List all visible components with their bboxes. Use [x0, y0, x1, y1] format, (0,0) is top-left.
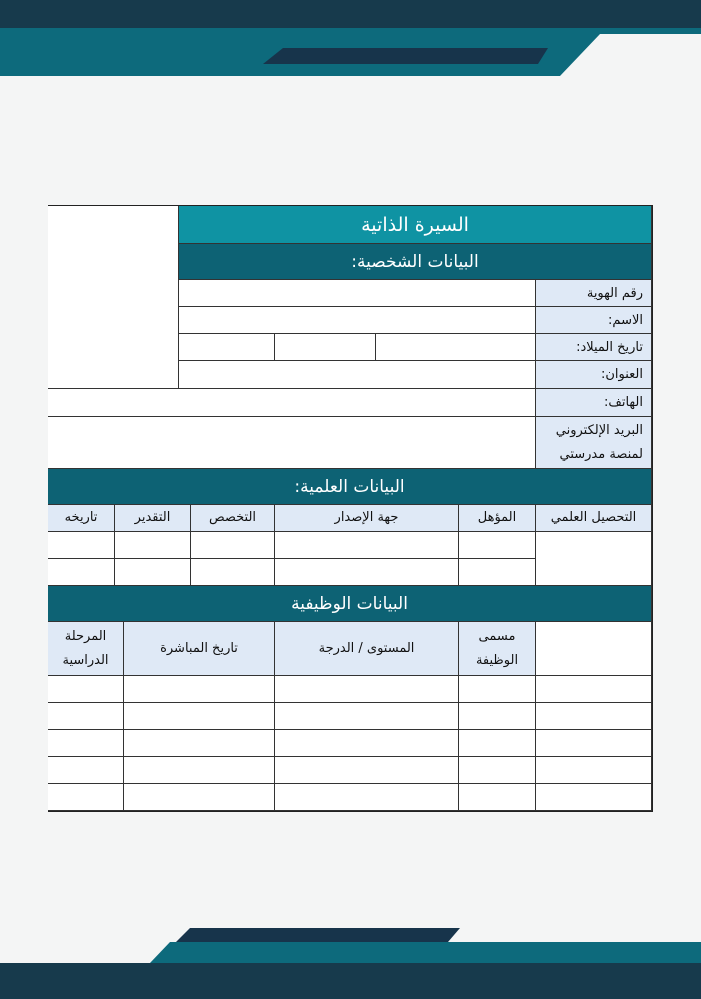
birth-day-field[interactable] — [376, 334, 536, 361]
address-label: العنوان: — [536, 361, 652, 389]
job-cell[interactable] — [459, 730, 536, 757]
id-field[interactable] — [179, 280, 536, 307]
personal-heading: البيانات الشخصية: — [179, 244, 652, 280]
col-stage-line1: المرحلة — [64, 628, 107, 644]
job-cell[interactable] — [48, 703, 124, 730]
academic-cell[interactable] — [459, 532, 536, 559]
col-degree: التحصيل العلمي — [536, 505, 652, 532]
degree-cell[interactable] — [536, 532, 652, 586]
job-cell[interactable] — [124, 784, 275, 811]
col-stage — [48, 622, 124, 676]
academic-cell[interactable] — [115, 559, 191, 586]
name-label: الاسم: — [536, 307, 652, 334]
job-cell[interactable] — [275, 730, 459, 757]
job-blank-header — [536, 622, 652, 676]
email-label-line2: لمنصة مدرستي — [559, 446, 643, 462]
job-cell[interactable] — [459, 784, 536, 811]
job-cell[interactable] — [124, 676, 275, 703]
job-cell[interactable] — [124, 730, 275, 757]
col-issuer: جهة الإصدار — [275, 505, 459, 532]
job-cell[interactable] — [459, 703, 536, 730]
name-field[interactable] — [179, 307, 536, 334]
col-date: تاريخه — [48, 505, 115, 532]
id-label: رقم الهوية — [536, 280, 652, 307]
job-cell[interactable] — [124, 703, 275, 730]
academic-cell[interactable] — [48, 559, 115, 586]
academic-cell[interactable] — [115, 532, 191, 559]
job-cell[interactable] — [275, 784, 459, 811]
col-stage-line2: الدراسية — [62, 652, 109, 668]
col-grade: التقدير — [115, 505, 191, 532]
job-cell[interactable] — [459, 757, 536, 784]
col-qualification: المؤهل — [459, 505, 536, 532]
job-heading: البيانات الوظيفية — [48, 586, 652, 622]
job-cell[interactable] — [48, 730, 124, 757]
academic-cell[interactable] — [275, 559, 459, 586]
address-field[interactable] — [179, 361, 536, 389]
job-cell[interactable] — [459, 676, 536, 703]
job-cell[interactable] — [275, 676, 459, 703]
phone-label: الهاتف: — [536, 389, 652, 417]
academic-cell[interactable] — [191, 559, 275, 586]
job-cell[interactable] — [536, 757, 652, 784]
col-major: التخصص — [191, 505, 275, 532]
academic-cell[interactable] — [191, 532, 275, 559]
col-job-title-line2: الوظيفة — [475, 652, 519, 668]
job-cell[interactable] — [48, 676, 124, 703]
job-cell[interactable] — [275, 703, 459, 730]
birth-year-field[interactable] — [179, 334, 275, 361]
email-field[interactable] — [48, 417, 536, 469]
birth-month-field[interactable] — [275, 334, 376, 361]
email-label-line1: البريد الإلكتروني — [555, 422, 643, 438]
birth-label: تاريخ الميلاد: — [536, 334, 652, 361]
photo-box[interactable] — [48, 206, 179, 389]
academic-heading: البيانات العلمية: — [48, 469, 652, 505]
col-job-title — [459, 622, 536, 676]
job-cell[interactable] — [48, 784, 124, 811]
academic-cell[interactable] — [275, 532, 459, 559]
job-cell[interactable] — [536, 703, 652, 730]
col-start-date: تاريخ المباشرة — [124, 622, 275, 676]
academic-cell[interactable] — [48, 532, 115, 559]
col-job-title-line1: مسمى — [478, 628, 516, 644]
form-title: السيرة الذاتية — [179, 206, 652, 244]
academic-cell[interactable] — [459, 559, 536, 586]
cv-form — [48, 205, 653, 812]
job-cell[interactable] — [48, 757, 124, 784]
col-level: المستوى / الدرجة — [275, 622, 459, 676]
job-cell[interactable] — [536, 730, 652, 757]
job-cell[interactable] — [275, 757, 459, 784]
job-cell[interactable] — [536, 784, 652, 811]
job-cell[interactable] — [124, 757, 275, 784]
email-label — [536, 417, 652, 469]
job-cell[interactable] — [536, 676, 652, 703]
phone-field[interactable] — [48, 389, 536, 417]
